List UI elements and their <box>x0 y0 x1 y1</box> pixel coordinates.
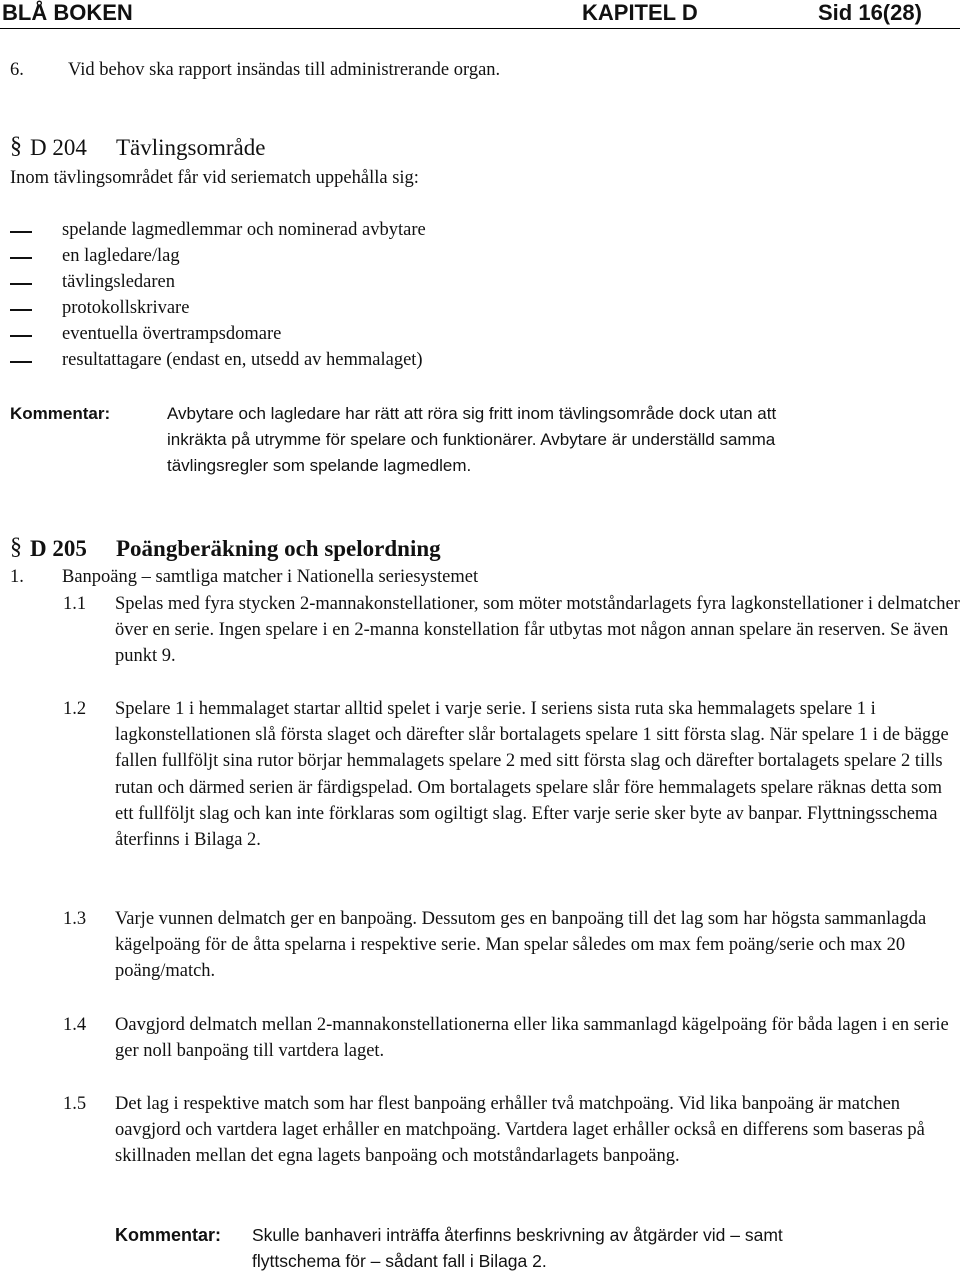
section-title-d204: Tävlingsområde <box>116 135 266 160</box>
comment-label-d204: Kommentar: <box>10 404 111 423</box>
comment-line: flyttschema för – sådant fall i Bilaga 2. <box>252 1251 547 1271</box>
header-chapter: KAPITEL D <box>582 0 698 25</box>
rule-text: Varje vunnen delmatch ger en banpoäng. Dessutom ges en banpoäng till det lag som har högsta sammanlagda kägelpoäng för de åtta spelarna i respektive serie. Man spelar således om max fem poäng/serie och max 20 poäng/match. <box>115 909 927 982</box>
section-code-d205 <box>30 535 87 563</box>
subsection-number: 1. <box>10 567 24 587</box>
dash-bullet <box>10 335 32 337</box>
comment-line: inkräkta på utrymme för spelare och funktionärer. Avbytare är underställd samma <box>167 430 776 449</box>
list-item: eventuella övertrampsdomare <box>62 324 282 344</box>
subsection-title: Banpoäng – samtliga matcher i Nationella seriesystemet <box>62 567 479 587</box>
dash-bullet <box>10 231 32 233</box>
dash-bullet <box>10 361 32 363</box>
list-item: resultattagare (endast en, utsedd av hemmalaget) <box>62 350 423 370</box>
rule-text: Spelas med fyra stycken 2-mannakonstellationer, som möter motståndarlagets fyra lagkonstellationer i delmatcher över en serie. Ingen spelare i en 2-manna konstellation får utbytas mot någon annan spelare än reserven. Se även punkt 9. <box>115 594 960 667</box>
rule-number: 1.5 <box>63 1094 87 1114</box>
list-item: protokollskrivare <box>62 298 190 318</box>
rule-number: 1.4 <box>63 1015 87 1035</box>
dash-bullet <box>10 283 32 285</box>
intro-text: Vid behov ska rapport insändas till administrerande organ. <box>68 60 501 80</box>
comment-line: Skulle banhaveri inträffa återfinns beskrivning av åtgärder vid – samt <box>252 1225 783 1245</box>
list-item: spelande lagmedlemmar och nominerad avbytare <box>62 220 426 240</box>
rule-number: 1.1 <box>63 594 87 614</box>
header-page-number: Sid 16(28) <box>818 0 922 25</box>
section-title-d205 <box>116 535 441 563</box>
rule-number: 1.2 <box>63 699 87 719</box>
dash-bullet <box>10 257 32 259</box>
rule-text: Det lag i respektive match som har flest banpoäng erhåller två matchpoäng. Vid lika banpoäng är matchen oavgjord och vartdera laget erhåller en matchpoäng. Vartdera laget erhåller också en differens som baseras på skillnaden mellan det egna lagets banpoäng och motståndarlagets banpoäng. <box>115 1094 925 1167</box>
section-symbol-d205: § <box>10 534 22 560</box>
intro-number: 6. <box>10 60 24 80</box>
comment-label-d205: Kommentar: <box>115 1225 222 1245</box>
rule-number: 1.3 <box>63 909 87 929</box>
section-lead-d204: Inom tävlingsområdet får vid seriematch uppehålla sig: <box>10 168 419 188</box>
section-title-d205-text: Poängberäkning och spelordning <box>116 536 441 561</box>
comment-line: Avbytare och lagledare har rätt att röra sig fritt inom tävlingsområde dock utan att <box>167 404 777 423</box>
header-book-title: BLÅ BOKEN <box>2 0 133 25</box>
dash-bullet <box>10 309 32 311</box>
rule-text: Spelare 1 i hemmalaget startar alltid spelet i varje serie. I seriens sista ruta ska hemmalagets spelare 1 i lagkonstellationen slå första slaget och därefter slår bortalagets spelare 1 sitt första slag. När spelare 1 i de bägge fallen fullföljt sina rutor börjar hemmalagets spelare 2 med sitt första slag och därefter bortalagets spelare 2 tills rutan och därmed serien är färdigspelad. Om bortalagets spelare slår före hemmalagets spelare räknas detta som ett fullföljt slag och kan inte förklaras som ogiltigt slag. Efter varje serie sker byte av banpar. Flyttningsschema återfinns i Bilaga 2. <box>115 699 949 851</box>
section-code-d205-text: D 205 <box>30 536 87 561</box>
list-item: en lagledare/lag <box>62 246 180 266</box>
list-item: tävlingsledaren <box>62 272 176 292</box>
header-rule <box>0 28 960 29</box>
section-code-d204: D 204 <box>30 135 87 160</box>
comment-line: tävlingsregler som spelande lagmedlem. <box>167 456 472 475</box>
section-symbol-d204: § <box>10 133 22 159</box>
rule-text: Oavgjord delmatch mellan 2-mannakonstellationerna eller lika sammanlagd kägelpoäng för båda lagen i en serie ger noll banpoäng till vartdera laget. <box>115 1015 949 1062</box>
